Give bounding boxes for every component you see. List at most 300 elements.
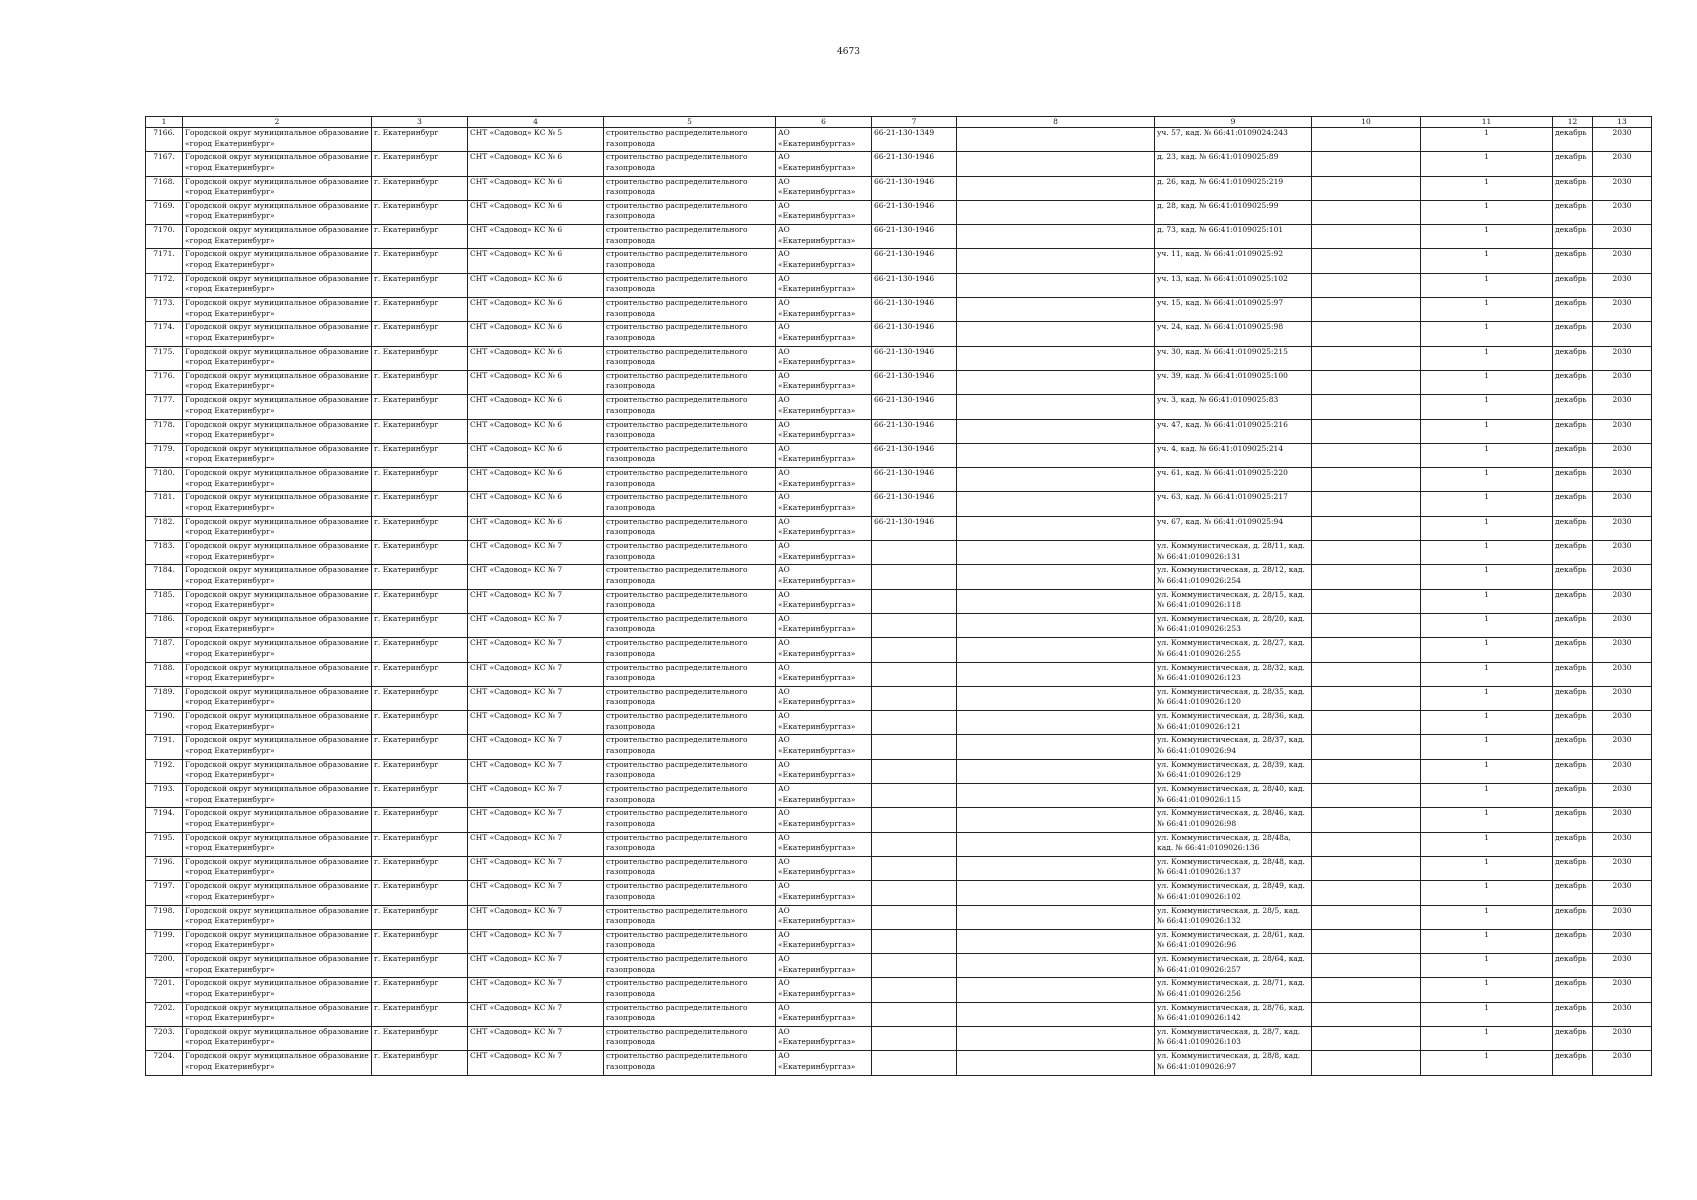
row-number: 7195. <box>146 832 183 856</box>
city-cell: г. Екатеринбург <box>372 273 468 297</box>
quantity-cell: 1 <box>1421 759 1553 783</box>
snt-cell: СНТ «Садовод» КС № 7 <box>468 662 604 686</box>
snt-cell: СНТ «Садовод» КС № 7 <box>468 784 604 808</box>
year-cell: 2030 <box>1593 808 1652 832</box>
snt-cell: СНТ «Садовод» КС № 7 <box>468 638 604 662</box>
empty-cell-8 <box>957 711 1155 735</box>
quantity-cell: 1 <box>1421 638 1553 662</box>
org-cell: АО «Екатеринбурггаз» <box>776 686 872 710</box>
table-row <box>146 929 1652 953</box>
address-cell: уч. 61, кад. № 66:41:0109025:220 <box>1155 468 1312 492</box>
city-cell: г. Екатеринбург <box>372 662 468 686</box>
snt-cell: СНТ «Садовод» КС № 6 <box>468 152 604 176</box>
empty-cell-10 <box>1312 1026 1421 1050</box>
municipality-cell: Городской округ муниципальное образование «город Екатеринбург» <box>183 808 372 832</box>
address-cell: уч. 3, кад. № 66:41:0109025:83 <box>1155 395 1312 419</box>
row-number: 7175. <box>146 346 183 370</box>
org-cell: АО «Екатеринбурггаз» <box>776 346 872 370</box>
address-cell: уч. 47, кад. № 66:41:0109025:216 <box>1155 419 1312 443</box>
snt-cell: СНТ «Садовод» КС № 7 <box>468 881 604 905</box>
address-cell: ул. Коммунистическая, д. 28/48, кад. № 66:41:0109026:137 <box>1155 856 1312 880</box>
address-cell: ул. Коммунистическая, д. 28/11, кад. № 66:41:0109026:131 <box>1155 541 1312 565</box>
work-cell: строительство распределительного газопровода <box>604 613 776 637</box>
municipality-cell: Городской округ муниципальное образование «город Екатеринбург» <box>183 638 372 662</box>
org-cell: АО «Екатеринбурггаз» <box>776 1002 872 1026</box>
work-cell: строительство распределительного газопровода <box>604 686 776 710</box>
snt-cell: СНТ «Садовод» КС № 7 <box>468 686 604 710</box>
work-cell: строительство распределительного газопровода <box>604 1026 776 1050</box>
quantity-cell: 1 <box>1421 468 1553 492</box>
empty-cell-8 <box>957 686 1155 710</box>
empty-cell-8 <box>957 176 1155 200</box>
table-row <box>146 711 1652 735</box>
quantity-cell: 1 <box>1421 1051 1553 1075</box>
empty-cell-10 <box>1312 808 1421 832</box>
city-cell: г. Екатеринбург <box>372 516 468 540</box>
quantity-cell: 1 <box>1421 225 1553 249</box>
snt-cell: СНТ «Садовод» КС № 5 <box>468 128 604 152</box>
city-cell: г. Екатеринбург <box>372 1051 468 1075</box>
table-row <box>146 298 1652 322</box>
table-row <box>146 638 1652 662</box>
column-header: 13 <box>1593 117 1652 128</box>
municipality-cell: Городской округ муниципальное образование «город Екатеринбург» <box>183 565 372 589</box>
year-cell: 2030 <box>1593 395 1652 419</box>
quantity-cell: 1 <box>1421 686 1553 710</box>
table-row <box>146 759 1652 783</box>
municipality-cell: Городской округ муниципальное образование «город Екатеринбург» <box>183 929 372 953</box>
municipality-cell: Городской округ муниципальное образование «город Екатеринбург» <box>183 711 372 735</box>
snt-cell: СНТ «Садовод» КС № 7 <box>468 1051 604 1075</box>
municipality-cell: Городской округ муниципальное образование «город Екатеринбург» <box>183 346 372 370</box>
code-cell: 66-21-130-1946 <box>872 273 957 297</box>
code-cell: 66-21-130-1946 <box>872 370 957 394</box>
table-row <box>146 176 1652 200</box>
empty-cell-8 <box>957 589 1155 613</box>
snt-cell: СНТ «Садовод» КС № 7 <box>468 856 604 880</box>
empty-cell-8 <box>957 419 1155 443</box>
year-cell: 2030 <box>1593 249 1652 273</box>
empty-cell-10 <box>1312 322 1421 346</box>
org-cell: АО «Екатеринбурггаз» <box>776 929 872 953</box>
empty-cell-8 <box>957 881 1155 905</box>
snt-cell: СНТ «Садовод» КС № 6 <box>468 492 604 516</box>
snt-cell: СНТ «Садовод» КС № 6 <box>468 273 604 297</box>
code-cell: 66-21-130-1946 <box>872 200 957 224</box>
address-cell: ул. Коммунистическая, д. 28/12, кад. № 66:41:0109026:254 <box>1155 565 1312 589</box>
code-cell: 66-21-130-1946 <box>872 152 957 176</box>
year-cell: 2030 <box>1593 322 1652 346</box>
snt-cell: СНТ «Садовод» КС № 7 <box>468 954 604 978</box>
table-row <box>146 492 1652 516</box>
empty-cell-8 <box>957 1051 1155 1075</box>
year-cell: 2030 <box>1593 735 1652 759</box>
address-cell: д. 28, кад. № 66:41:0109025:99 <box>1155 200 1312 224</box>
org-cell: АО «Екатеринбурггаз» <box>776 322 872 346</box>
snt-cell: СНТ «Садовод» КС № 7 <box>468 905 604 929</box>
snt-cell: СНТ «Садовод» КС № 6 <box>468 322 604 346</box>
address-cell: уч. 4, кад. № 66:41:0109025:214 <box>1155 443 1312 467</box>
month-cell: декабрь <box>1553 176 1593 200</box>
address-cell: ул. Коммунистическая, д. 28/49, кад. № 66:41:0109026:102 <box>1155 881 1312 905</box>
column-header: 11 <box>1421 117 1553 128</box>
snt-cell: СНТ «Садовод» КС № 6 <box>468 370 604 394</box>
code-cell: 66-21-130-1946 <box>872 249 957 273</box>
code-cell: 66-21-130-1946 <box>872 419 957 443</box>
address-cell: ул. Коммунистическая, д. 28/27, кад. № 66:41:0109026:255 <box>1155 638 1312 662</box>
year-cell: 2030 <box>1593 832 1652 856</box>
empty-cell-8 <box>957 200 1155 224</box>
table-row <box>146 419 1652 443</box>
snt-cell: СНТ «Садовод» КС № 7 <box>468 929 604 953</box>
row-number: 7185. <box>146 589 183 613</box>
work-cell: строительство распределительного газопровода <box>604 759 776 783</box>
quantity-cell: 1 <box>1421 856 1553 880</box>
empty-cell-10 <box>1312 978 1421 1002</box>
address-cell: ул. Коммунистическая, д. 28/8, кад. № 66:41:0109026:97 <box>1155 1051 1312 1075</box>
city-cell: г. Екатеринбург <box>372 978 468 1002</box>
empty-cell-10 <box>1312 638 1421 662</box>
code-cell <box>872 905 957 929</box>
org-cell: АО «Екатеринбурггаз» <box>776 298 872 322</box>
month-cell: декабрь <box>1553 1002 1593 1026</box>
code-cell: 66-21-130-1349 <box>872 128 957 152</box>
year-cell: 2030 <box>1593 759 1652 783</box>
year-cell: 2030 <box>1593 1051 1652 1075</box>
empty-cell-8 <box>957 225 1155 249</box>
table-row <box>146 905 1652 929</box>
year-cell: 2030 <box>1593 881 1652 905</box>
work-cell: строительство распределительного газопровода <box>604 1051 776 1075</box>
city-cell: г. Екатеринбург <box>372 152 468 176</box>
empty-cell-10 <box>1312 273 1421 297</box>
city-cell: г. Екатеринбург <box>372 225 468 249</box>
municipality-cell: Городской округ муниципальное образование «город Екатеринбург» <box>183 954 372 978</box>
quantity-cell: 1 <box>1421 613 1553 637</box>
empty-cell-8 <box>957 322 1155 346</box>
row-number: 7166. <box>146 128 183 152</box>
code-cell: 66-21-130-1946 <box>872 298 957 322</box>
snt-cell: СНТ «Садовод» КС № 7 <box>468 808 604 832</box>
address-cell: д. 26, кад. № 66:41:0109025:219 <box>1155 176 1312 200</box>
gasification-table <box>145 116 1652 1076</box>
row-number: 7193. <box>146 784 183 808</box>
city-cell: г. Екатеринбург <box>372 613 468 637</box>
empty-cell-10 <box>1312 468 1421 492</box>
row-number: 7181. <box>146 492 183 516</box>
org-cell: АО «Екатеринбурггаз» <box>776 225 872 249</box>
empty-cell-10 <box>1312 370 1421 394</box>
snt-cell: СНТ «Садовод» КС № 6 <box>468 176 604 200</box>
snt-cell: СНТ «Садовод» КС № 7 <box>468 735 604 759</box>
work-cell: строительство распределительного газопровода <box>604 784 776 808</box>
row-number: 7191. <box>146 735 183 759</box>
work-cell: строительство распределительного газопровода <box>604 589 776 613</box>
empty-cell-10 <box>1312 346 1421 370</box>
year-cell: 2030 <box>1593 613 1652 637</box>
snt-cell: СНТ «Садовод» КС № 6 <box>468 225 604 249</box>
org-cell: АО «Екатеринбурггаз» <box>776 954 872 978</box>
municipality-cell: Городской округ муниципальное образование «город Екатеринбург» <box>183 468 372 492</box>
empty-cell-8 <box>957 492 1155 516</box>
table-row <box>146 662 1652 686</box>
empty-cell-8 <box>957 152 1155 176</box>
row-number: 7167. <box>146 152 183 176</box>
row-number: 7179. <box>146 443 183 467</box>
quantity-cell: 1 <box>1421 711 1553 735</box>
org-cell: АО «Екатеринбурггаз» <box>776 1026 872 1050</box>
code-cell <box>872 565 957 589</box>
code-cell: 66-21-130-1946 <box>872 322 957 346</box>
row-number: 7200. <box>146 954 183 978</box>
work-cell: строительство распределительного газопровода <box>604 565 776 589</box>
code-cell <box>872 978 957 1002</box>
empty-cell-10 <box>1312 905 1421 929</box>
org-cell: АО «Екатеринбурггаз» <box>776 273 872 297</box>
org-cell: АО «Екатеринбурггаз» <box>776 395 872 419</box>
city-cell: г. Екатеринбург <box>372 395 468 419</box>
code-cell: 66-21-130-1946 <box>872 225 957 249</box>
municipality-cell: Городской округ муниципальное образование «город Екатеринбург» <box>183 225 372 249</box>
work-cell: строительство распределительного газопровода <box>604 516 776 540</box>
column-header: 6 <box>776 117 872 128</box>
empty-cell-8 <box>957 784 1155 808</box>
month-cell: декабрь <box>1553 200 1593 224</box>
column-header: 5 <box>604 117 776 128</box>
org-cell: АО «Екатеринбурггаз» <box>776 856 872 880</box>
code-cell <box>872 735 957 759</box>
table-row <box>146 1026 1652 1050</box>
snt-cell: СНТ «Садовод» КС № 7 <box>468 1002 604 1026</box>
snt-cell: СНТ «Садовод» КС № 7 <box>468 711 604 735</box>
year-cell: 2030 <box>1593 711 1652 735</box>
empty-cell-8 <box>957 954 1155 978</box>
year-cell: 2030 <box>1593 541 1652 565</box>
municipality-cell: Городской округ муниципальное образование «город Екатеринбург» <box>183 759 372 783</box>
municipality-cell: Городской округ муниципальное образование «город Екатеринбург» <box>183 443 372 467</box>
year-cell: 2030 <box>1593 128 1652 152</box>
empty-cell-10 <box>1312 565 1421 589</box>
empty-cell-10 <box>1312 298 1421 322</box>
empty-cell-8 <box>957 905 1155 929</box>
empty-cell-10 <box>1312 613 1421 637</box>
table-row <box>146 613 1652 637</box>
city-cell: г. Екатеринбург <box>372 954 468 978</box>
address-cell: ул. Коммунистическая, д. 28/76, кад. № 66:41:0109026:142 <box>1155 1002 1312 1026</box>
municipality-cell: Городской округ муниципальное образование «город Екатеринбург» <box>183 152 372 176</box>
quantity-cell: 1 <box>1421 565 1553 589</box>
city-cell: г. Екатеринбург <box>372 905 468 929</box>
month-cell: декабрь <box>1553 128 1593 152</box>
address-cell: ул. Коммунистическая, д. 28/37, кад. № 66:41:0109026:94 <box>1155 735 1312 759</box>
work-cell: строительство распределительного газопровода <box>604 395 776 419</box>
table-row <box>146 468 1652 492</box>
table-row <box>146 516 1652 540</box>
empty-cell-8 <box>957 370 1155 394</box>
month-cell: декабрь <box>1553 589 1593 613</box>
quantity-cell: 1 <box>1421 443 1553 467</box>
code-cell: 66-21-130-1946 <box>872 468 957 492</box>
empty-cell-8 <box>957 516 1155 540</box>
month-cell: декабрь <box>1553 954 1593 978</box>
org-cell: АО «Екатеринбурггаз» <box>776 468 872 492</box>
row-number: 7192. <box>146 759 183 783</box>
table-row <box>146 686 1652 710</box>
year-cell: 2030 <box>1593 686 1652 710</box>
snt-cell: СНТ «Садовод» КС № 6 <box>468 468 604 492</box>
city-cell: г. Екатеринбург <box>372 759 468 783</box>
municipality-cell: Городской округ муниципальное образование «город Екатеринбург» <box>183 1026 372 1050</box>
city-cell: г. Екатеринбург <box>372 784 468 808</box>
quantity-cell: 1 <box>1421 273 1553 297</box>
empty-cell-8 <box>957 638 1155 662</box>
month-cell: декабрь <box>1553 759 1593 783</box>
quantity-cell: 1 <box>1421 249 1553 273</box>
quantity-cell: 1 <box>1421 929 1553 953</box>
year-cell: 2030 <box>1593 784 1652 808</box>
table-row <box>146 1051 1652 1075</box>
table-row <box>146 589 1652 613</box>
city-cell: г. Екатеринбург <box>372 370 468 394</box>
quantity-cell: 1 <box>1421 370 1553 394</box>
address-cell: ул. Коммунистическая, д. 28/5, кад. № 66:41:0109026:132 <box>1155 905 1312 929</box>
address-cell: ул. Коммунистическая, д. 28/32, кад. № 66:41:0109026:123 <box>1155 662 1312 686</box>
work-cell: строительство распределительного газопровода <box>604 468 776 492</box>
city-cell: г. Екатеринбург <box>372 589 468 613</box>
year-cell: 2030 <box>1593 370 1652 394</box>
table-row <box>146 322 1652 346</box>
empty-cell-10 <box>1312 395 1421 419</box>
column-header: 12 <box>1553 117 1593 128</box>
row-number: 7168. <box>146 176 183 200</box>
quantity-cell: 1 <box>1421 395 1553 419</box>
empty-cell-10 <box>1312 541 1421 565</box>
empty-cell-10 <box>1312 225 1421 249</box>
empty-cell-8 <box>957 832 1155 856</box>
city-cell: г. Екатеринбург <box>372 735 468 759</box>
city-cell: г. Екатеринбург <box>372 419 468 443</box>
snt-cell: СНТ «Садовод» КС № 7 <box>468 978 604 1002</box>
municipality-cell: Городской округ муниципальное образование «город Екатеринбург» <box>183 249 372 273</box>
year-cell: 2030 <box>1593 589 1652 613</box>
row-number: 7169. <box>146 200 183 224</box>
code-cell <box>872 929 957 953</box>
table-row <box>146 541 1652 565</box>
org-cell: АО «Екатеринбурггаз» <box>776 1051 872 1075</box>
row-number: 7196. <box>146 856 183 880</box>
quantity-cell: 1 <box>1421 200 1553 224</box>
row-number: 7201. <box>146 978 183 1002</box>
empty-cell-10 <box>1312 589 1421 613</box>
address-cell: ул. Коммунистическая, д. 28/39, кад. № 66:41:0109026:129 <box>1155 759 1312 783</box>
code-cell <box>872 784 957 808</box>
month-cell: декабрь <box>1553 443 1593 467</box>
row-number: 7170. <box>146 225 183 249</box>
code-cell <box>872 541 957 565</box>
page-number: 4673 <box>837 47 860 57</box>
table-row <box>146 370 1652 394</box>
municipality-cell: Городской округ муниципальное образование «город Екатеринбург» <box>183 200 372 224</box>
work-cell: строительство распределительного газопровода <box>604 322 776 346</box>
quantity-cell: 1 <box>1421 954 1553 978</box>
code-cell <box>872 759 957 783</box>
city-cell: г. Екатеринбург <box>372 249 468 273</box>
row-number: 7184. <box>146 565 183 589</box>
municipality-cell: Городской округ муниципальное образование «город Екатеринбург» <box>183 1051 372 1075</box>
address-cell: д. 73, кад. № 66:41:0109025:101 <box>1155 225 1312 249</box>
org-cell: АО «Екатеринбурггаз» <box>776 784 872 808</box>
address-cell: уч. 24, кад. № 66:41:0109025:98 <box>1155 322 1312 346</box>
row-number: 7183. <box>146 541 183 565</box>
row-number: 7177. <box>146 395 183 419</box>
work-cell: строительство распределительного газопровода <box>604 735 776 759</box>
org-cell: АО «Екатеринбурггаз» <box>776 370 872 394</box>
work-cell: строительство распределительного газопровода <box>604 419 776 443</box>
org-cell: АО «Екатеринбурггаз» <box>776 638 872 662</box>
snt-cell: СНТ «Садовод» КС № 6 <box>468 443 604 467</box>
quantity-cell: 1 <box>1421 881 1553 905</box>
municipality-cell: Городской округ муниципальное образование «город Екатеринбург» <box>183 541 372 565</box>
empty-cell-8 <box>957 565 1155 589</box>
table-row <box>146 954 1652 978</box>
year-cell: 2030 <box>1593 443 1652 467</box>
snt-cell: СНТ «Садовод» КС № 6 <box>468 346 604 370</box>
municipality-cell: Городской округ муниципальное образование «город Екатеринбург» <box>183 589 372 613</box>
row-number: 7204. <box>146 1051 183 1075</box>
empty-cell-8 <box>957 808 1155 832</box>
city-cell: г. Екатеринбург <box>372 929 468 953</box>
quantity-cell: 1 <box>1421 808 1553 832</box>
empty-cell-8 <box>957 249 1155 273</box>
municipality-cell: Городской округ муниципальное образование «город Екатеринбург» <box>183 419 372 443</box>
municipality-cell: Городской округ муниципальное образование «город Екатеринбург» <box>183 322 372 346</box>
snt-cell: СНТ «Садовод» КС № 6 <box>468 249 604 273</box>
work-cell: строительство распределительного газопровода <box>604 225 776 249</box>
year-cell: 2030 <box>1593 346 1652 370</box>
empty-cell-8 <box>957 541 1155 565</box>
org-cell: АО «Екатеринбурггаз» <box>776 200 872 224</box>
quantity-cell: 1 <box>1421 419 1553 443</box>
quantity-cell: 1 <box>1421 541 1553 565</box>
city-cell: г. Екатеринбург <box>372 443 468 467</box>
work-cell: строительство распределительного газопровода <box>604 808 776 832</box>
code-cell <box>872 686 957 710</box>
empty-cell-10 <box>1312 249 1421 273</box>
empty-cell-8 <box>957 662 1155 686</box>
empty-cell-10 <box>1312 200 1421 224</box>
column-header: 9 <box>1155 117 1312 128</box>
row-number: 7171. <box>146 249 183 273</box>
municipality-cell: Городской округ муниципальное образование «город Екатеринбург» <box>183 784 372 808</box>
municipality-cell: Городской округ муниципальное образование «город Екатеринбург» <box>183 613 372 637</box>
city-cell: г. Екатеринбург <box>372 565 468 589</box>
table-row <box>146 808 1652 832</box>
city-cell: г. Екатеринбург <box>372 128 468 152</box>
snt-cell: СНТ «Садовод» КС № 7 <box>468 565 604 589</box>
city-cell: г. Екатеринбург <box>372 881 468 905</box>
month-cell: декабрь <box>1553 735 1593 759</box>
quantity-cell: 1 <box>1421 832 1553 856</box>
month-cell: декабрь <box>1553 784 1593 808</box>
city-cell: г. Екатеринбург <box>372 346 468 370</box>
code-cell: 66-21-130-1946 <box>872 346 957 370</box>
city-cell: г. Екатеринбург <box>372 176 468 200</box>
empty-cell-10 <box>1312 176 1421 200</box>
address-cell: ул. Коммунистическая, д. 28/40, кад. № 66:41:0109026:115 <box>1155 784 1312 808</box>
code-cell <box>872 638 957 662</box>
table-row <box>146 832 1652 856</box>
empty-cell-10 <box>1312 832 1421 856</box>
